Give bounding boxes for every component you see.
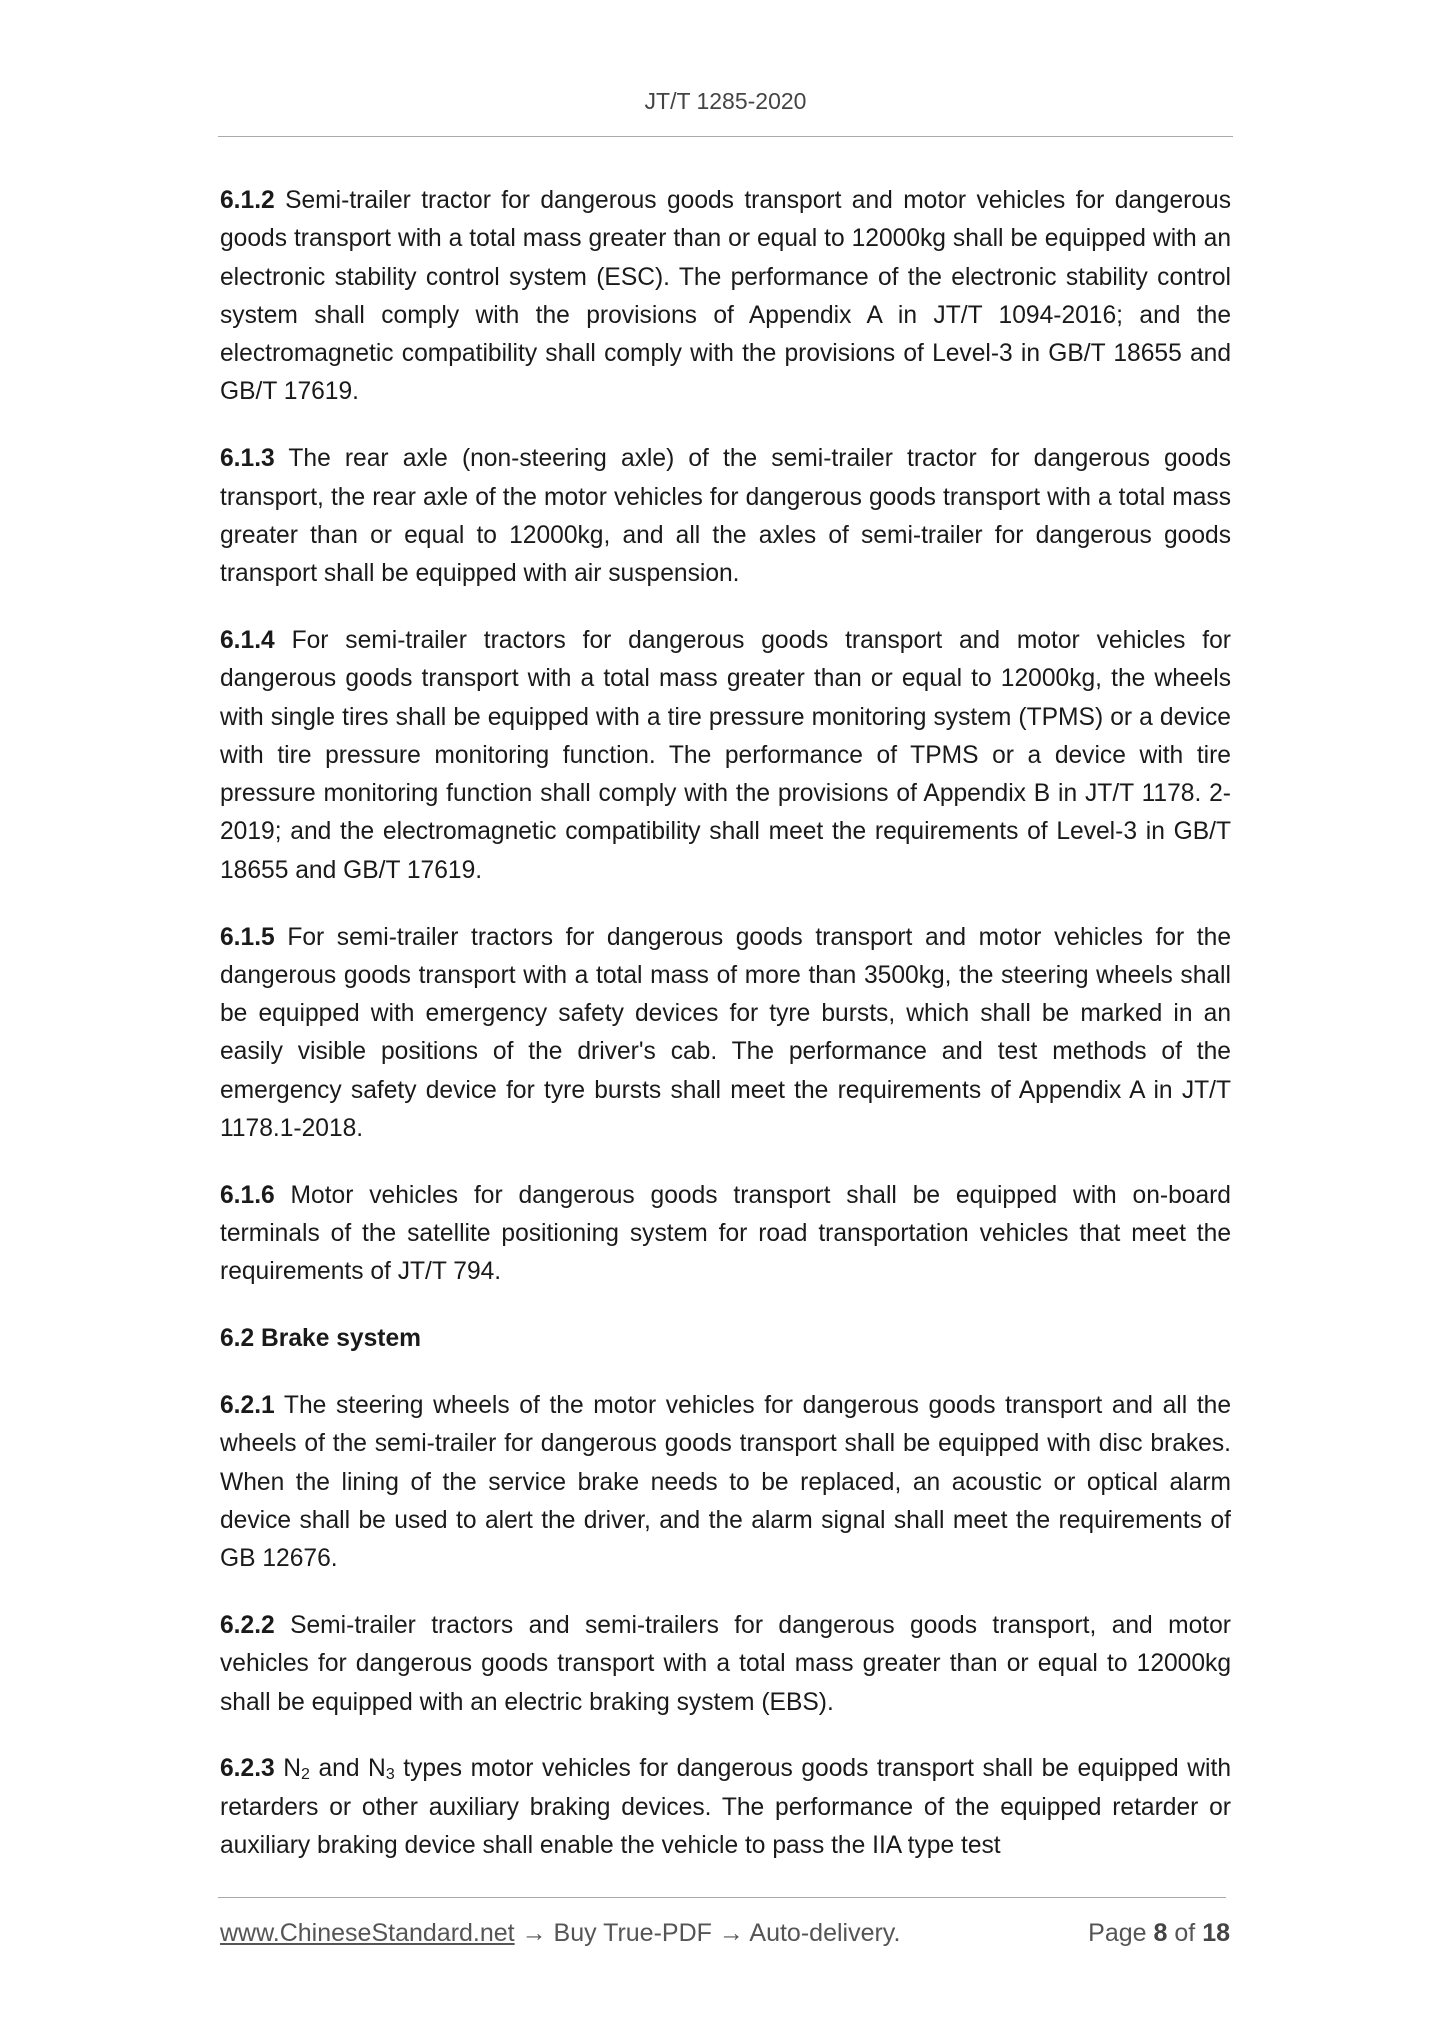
clause-6-2-3 <box>220 1750 1231 1865</box>
clause-text: For semi-trailer tractors for dangerous goods transport and motor vehicles for dangerous goods transport with a total mass greater than or equal to 12000kg, the wheels with single tires shall be equipped with a tire pressure monitoring system (TPMS) or a device with tire pressure monitoring function. The performance of TPMS or a device with tire pressure monitoring function shall comply with the provisions of Appendix B in JT/T 1178. 2-2019; and the electromagnetic compatibility shall meet the requirements of Level-3 in GB/T 18655 and GB/T 17619. <box>220 626 1231 884</box>
clause-text: For semi-trailer tractors for dangerous goods transport and motor vehicles for the dangerous goods transport with a total mass of more than 3500kg, the steering wheels shall be equipped with emergency safety devices for tyre bursts, which shall be marked in an easily visible positions of the driver's cab. The performance and test methods of the emergency safety device for tyre bursts shall meet the requirements of Appendix A in JT/T 1178.1-2018. <box>220 923 1232 1143</box>
clause-number: 6.2.2 <box>220 1612 275 1639</box>
clause-text: Motor vehicles for dangerous goods transport shall be equipped with on-board terminals of the satellite positioning system for road transportation vehicles that meet the requirements of JT/T 794. <box>220 1181 1231 1286</box>
header-divider <box>218 136 1233 137</box>
clause-number: 6.2.3 <box>220 1755 275 1783</box>
and-n-symbol: and N <box>318 1755 386 1783</box>
clause-6-1-3 <box>220 440 1231 593</box>
clause-6-1-4 <box>220 622 1231 890</box>
website-link[interactable]: www.ChineseStandard.net <box>220 1919 515 1947</box>
clause-6-2-1 <box>220 1387 1231 1578</box>
clause-number: 6.1.5 <box>220 923 275 951</box>
clause-text: types motor vehicles for dangerous goods transport shall be equipped with retarders or other auxiliary braking devices. The performance of the equipped retarder or auxiliary braking device shall enable the vehicle to pass the IIA type test <box>220 1755 1231 1859</box>
document-header: JT/T 1285-2020 <box>644 88 807 114</box>
clause-6-1-6 <box>220 1177 1231 1292</box>
of-label: of <box>1174 1919 1196 1947</box>
clause-number: 6.1.3 <box>220 445 275 473</box>
page-footer <box>220 1919 1230 1948</box>
clause-text: The rear axle (non-steering axle) of the semi-trailer tractor for dangerous goods transport, the rear axle of the motor vehicles for dangerous goods transport with a total mass greater than or equal to 12000kg, and all the axles of semi-trailer for dangerous goods transport shall be equipped with air suspension. <box>220 445 1231 588</box>
n-symbol: N <box>283 1755 302 1783</box>
clause-6-1-2 <box>220 182 1231 412</box>
subscript-2: 2 <box>301 1766 310 1784</box>
page-label: Page <box>1088 1919 1147 1947</box>
clause-number: 6.1.2 <box>220 187 275 214</box>
page-number: 8 <box>1153 1919 1168 1947</box>
clause-number: 6.1.6 <box>220 1181 275 1209</box>
clause-text: The steering wheels of the motor vehicles for dangerous goods transport and all the wheels of the semi-trailer for dangerous goods transport shall be equipped with disc brakes. When the lining of the service brake needs to be replaced, an acoustic or optical alarm device shall be used to alert the driver, and the alarm signal shall meet the requirements of GB 12676. <box>220 1392 1232 1573</box>
subscript-3: 3 <box>385 1766 395 1784</box>
page-indicator <box>1088 1919 1230 1948</box>
clause-number: 6.1.4 <box>220 626 275 654</box>
footer-promo-text: → Buy True-PDF → Auto-delivery. <box>521 1919 901 1947</box>
page-total: 18 <box>1202 1919 1230 1947</box>
clause-text: Semi-trailer tractor for dangerous goods transport and motor vehicles for dangerous goods transport with a total mass greater than or equal to 12000kg shall be equipped with an electronic stability control system (ESC). The performance of the electronic stability control system shall comply with the provisions of Appendix A in JT/T 1094-2016; and the electromagnetic compatibility shall comply with the provisions of Level-3 in GB/T 18655 and GB/T 17619. <box>220 187 1231 406</box>
document-body <box>220 182 1231 1894</box>
section-heading-brake-system: 6.2 Brake system <box>220 1325 421 1353</box>
clause-text: Semi-trailer tractors and semi-trailers for dangerous goods transport, and motor vehicles for dangerous goods transport with a total mass greater than or equal to 12000kg shall be equipped with an electric braking system (EBS). <box>220 1612 1231 1716</box>
footer-divider <box>218 1897 1226 1898</box>
clause-6-2-2 <box>220 1607 1231 1722</box>
clause-6-1-5 <box>220 919 1231 1149</box>
clause-number: 6.2.1 <box>220 1392 275 1420</box>
